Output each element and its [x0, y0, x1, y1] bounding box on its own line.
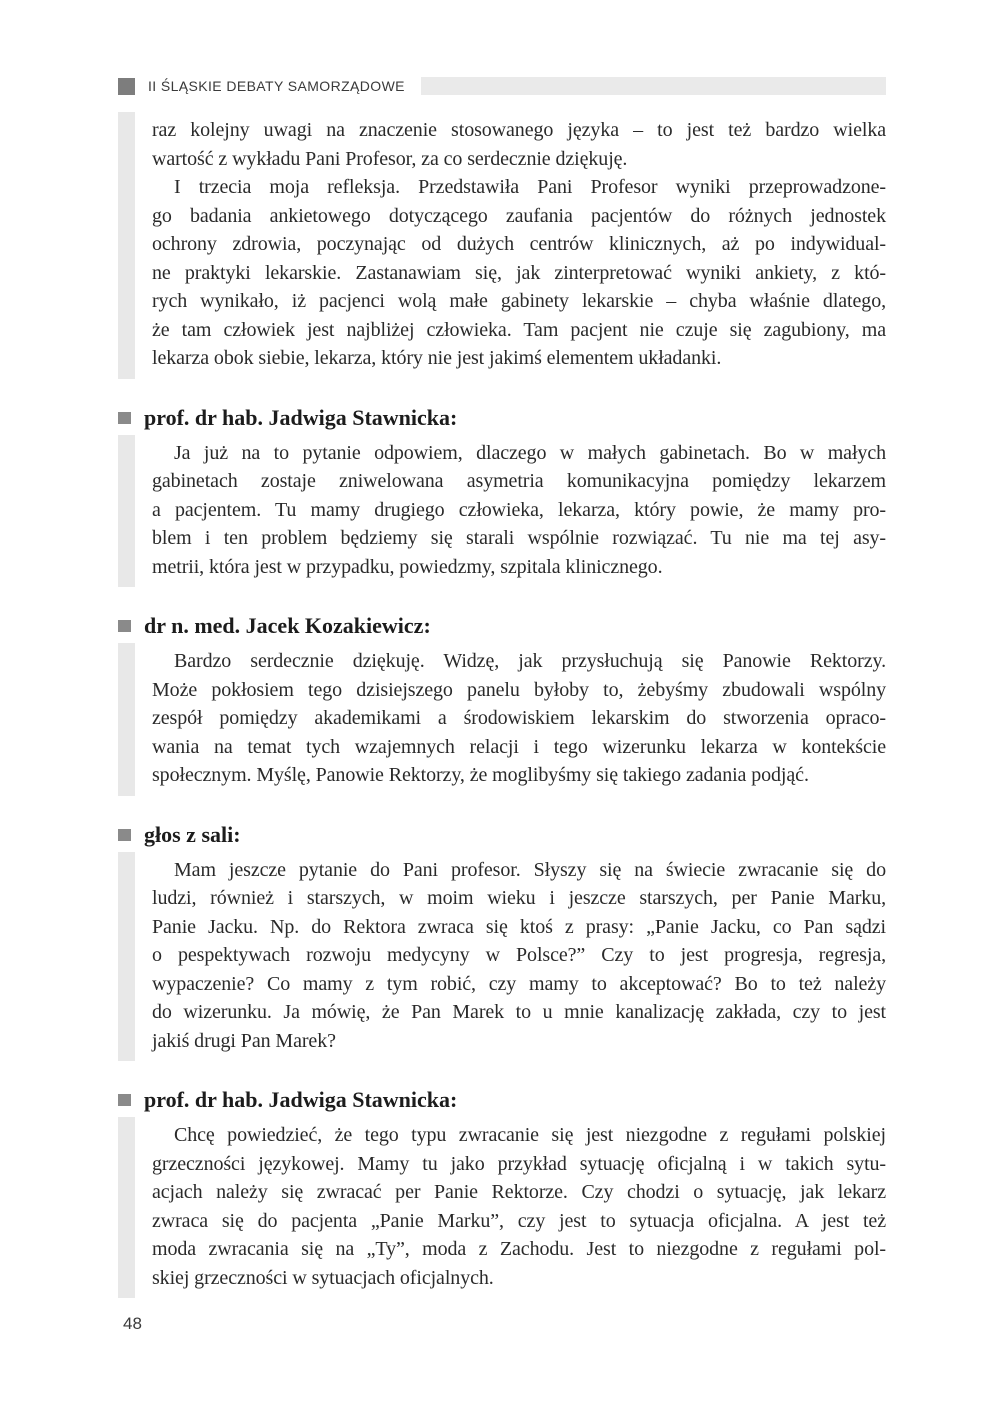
- speaker-heading: [118, 611, 886, 641]
- paragraph-group: [152, 647, 886, 790]
- paragraph-group: [152, 439, 886, 582]
- text-line: ludzi, również i starszych, w moim wieku i jeszcze starszych, per Panie Marku,: [152, 887, 886, 909]
- text-line: Chcę powiedzieć, że tego typu zwracanie się jest niezgodne z regułami polskiej: [174, 1124, 886, 1146]
- text-line: o pespektywach rozwoju medycyny w Polsce?” Czy to jest progresja, regresja,: [152, 944, 886, 966]
- text-line: skiej grzeczności w sytuacjach oficjalnych.: [152, 1266, 494, 1289]
- paragraph-side-bar: [118, 852, 135, 1062]
- paragraph-side-bar: [118, 112, 135, 379]
- paragraph-block: [118, 116, 886, 373]
- text-line: Panie Jacku. Np. do Rektora zwraca się ktoś z prasy: „Panie Jacku, co Pan sądzi: [152, 915, 886, 938]
- paragraph-group: [152, 116, 886, 373]
- text-line: lekarza obok siebie, lekarza, który nie jest jakimś elementem układanki.: [152, 347, 722, 369]
- paragraph-block: [118, 856, 886, 1056]
- speaker-name: głos z sali:: [144, 821, 241, 847]
- speaker-bullet-marker: [118, 620, 131, 632]
- paragraph-group: [152, 1121, 886, 1292]
- text-line: Może pokłosiem tego dzisiejszego panelu byłoby to, żebyśmy zbudowali wspólny: [152, 678, 886, 701]
- paragraph-side-bar: [118, 435, 135, 588]
- speaker-bullet-marker: [118, 1094, 131, 1106]
- text-line: I trzecia moja refleksja. Przedstawiła Pani Profesor wyniki przeprowadzone-: [174, 176, 886, 198]
- speaker-heading: [118, 403, 886, 433]
- speaker-heading: [118, 820, 886, 850]
- speaker-name: dr n. med. Jacek Kozakiewicz:: [144, 613, 431, 638]
- running-header: [118, 77, 886, 95]
- text-line: moda zwracania się na „Ty”, moda z Zachodu. Jest to niezgodne z regułami pol-: [152, 1238, 886, 1260]
- text-line: grzeczności językowej. Mamy tu jako przykład sytuację oficjalną i w takich sytu-: [152, 1152, 886, 1175]
- text-line: że tam człowiek jest najbliżej człowieka. Tam pacjent nie czuje się zagubiony, ma: [152, 318, 886, 341]
- text-line: acjach należy się zwracać per Panie Rektorze. Czy chodzi o sytuację, jak lekarz: [152, 1181, 886, 1203]
- text-line: blem i ten problem będziemy się starali wspólnie rozwiązać. Tu nie ma tej asy-: [152, 527, 886, 549]
- speaker-bullet-marker: [118, 829, 131, 841]
- text-line: Bardzo serdecznie dziękuję. Widzę, jak przysłuchują się Panowie Rektorzy.: [174, 650, 886, 672]
- paragraph-group: [152, 856, 886, 1056]
- paragraph-block: [118, 439, 886, 582]
- text-line: Ja już na to pytanie odpowiem, dlaczego w małych gabinetach. Bo w małych: [174, 441, 886, 464]
- text-line: ochrony zdrowia, poczynając od dużych centrów klinicznych, aż po indywidual-: [152, 233, 886, 255]
- text-line: gabinetach zostaje zniwelowana asymetria komunikacyjna pomiędzy lekarzem: [152, 470, 886, 492]
- paragraph-side-bar: [118, 1117, 135, 1298]
- speaker-heading: [118, 1085, 886, 1115]
- text-line: raz kolejny uwagi na znaczenie stosowanego języka – to jest też bardzo wielka: [152, 119, 886, 141]
- text-line: ne praktyki lekarskie. Zastanawiam się, jak zinterpretować wyniki ankiety, z któ-: [152, 261, 886, 284]
- text-line: metrii, która jest w przypadku, powiedzmy, szpitala klinicznego.: [152, 555, 663, 578]
- text-line: a pacjentem. Tu mamy drugiego człowieka, lekarza, który powie, że mamy pro-: [152, 498, 886, 521]
- speaker-name: prof. dr hab. Jadwiga Stawnicka:: [144, 404, 458, 430]
- running-header-title: II ŚLĄSKIE DEBATY SAMORZĄDOWE: [148, 78, 405, 94]
- paragraph-side-bar: [118, 643, 135, 796]
- text-line: zwraca się do pacjenta „Panie Marku”, czy jest to sytuacja oficjalna. A jest też: [152, 1209, 886, 1232]
- paragraph-block: [118, 1121, 886, 1292]
- text-line: wypaczenie? Co mamy z tym robić, czy mamy to akceptować? Bo to też należy: [152, 972, 886, 995]
- text-line: zespół pomiędzy akademikami a środowiskiem lekarskim do stworzenia opraco-: [152, 707, 886, 729]
- speaker-bullet-marker: [118, 412, 131, 424]
- page-body: [118, 116, 886, 1292]
- paragraph-block: [118, 647, 886, 790]
- header-square-marker: [118, 78, 135, 95]
- speaker-name: prof. dr hab. Jadwiga Stawnicka:: [144, 1087, 458, 1112]
- text-line: społecznym. Myślę, Panowie Rektorzy, że moglibyśmy się takiego zadania podjąć.: [152, 764, 809, 786]
- text-line: rych wynikało, iż pacjenci wolą małe gabinety lekarskie – chyba właśnie dlatego,: [152, 290, 886, 312]
- text-line: jakiś drugi Pan Marek?: [152, 1029, 336, 1052]
- text-line: do wizerunku. Ja mówię, że Pan Marek to u mnie kanalizację zakłada, czy to jest: [152, 1001, 886, 1023]
- text-line: go badania ankietowego dotyczącego zaufania pacjentów do różnych jednostek: [152, 204, 886, 227]
- text-line: wartość z wykładu Pani Profesor, za co serdecznie dziękuję.: [152, 147, 628, 170]
- page-number: 48: [123, 1314, 142, 1333]
- header-rule-bar: [421, 77, 886, 95]
- text-line: Mam jeszcze pytanie do Pani profesor. Słyszy się na świecie zwracanie się do: [174, 858, 886, 881]
- text-line: wania na temat tych wzajemnych relacji i tego wizerunku lekarza w kontekście: [152, 735, 886, 758]
